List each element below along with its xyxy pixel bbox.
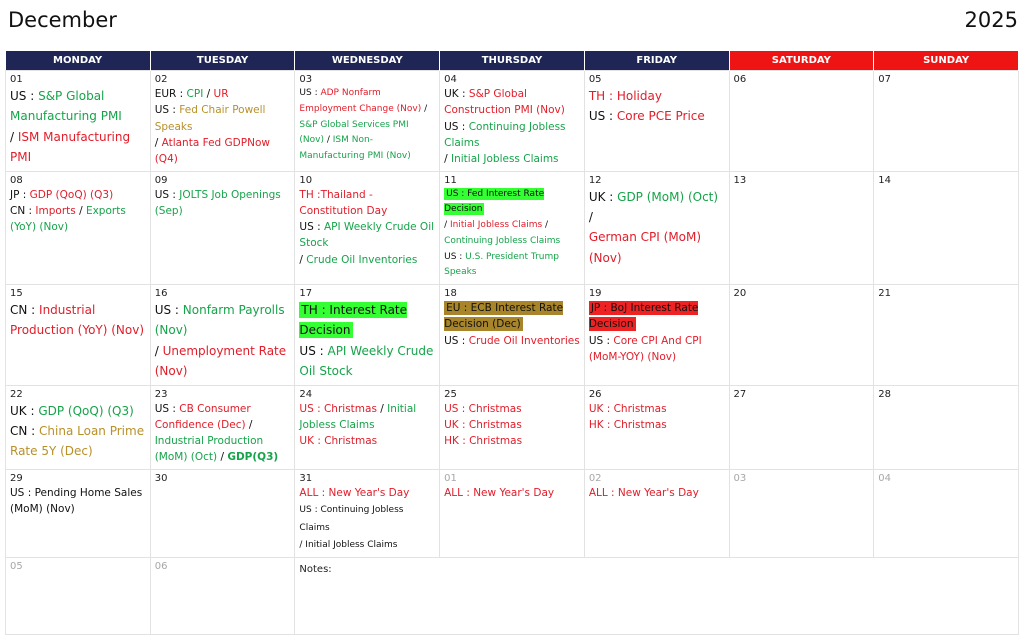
event-text: CPI	[186, 88, 207, 100]
day-number: 19	[588, 288, 602, 300]
event-text: US :	[444, 251, 466, 262]
event-text: /	[542, 220, 549, 231]
day-number: 06	[733, 74, 747, 85]
event-text: Continuing Jobless Claims	[444, 235, 561, 246]
event-text: JP : BoJ Interest Rate Decision	[588, 302, 699, 331]
event-text: S&P Global Manufacturing PMI	[10, 89, 122, 124]
event-line	[444, 401, 580, 417]
day-cell[interactable]	[6, 285, 151, 386]
event-line	[155, 102, 291, 135]
day-number: 05	[10, 561, 23, 573]
day-cell[interactable]	[584, 385, 729, 469]
event-text: /	[154, 136, 162, 149]
day-cell[interactable]	[150, 558, 295, 635]
notes-label: Notes:	[299, 564, 332, 576]
event-text: Imports	[35, 204, 76, 217]
event-line	[299, 485, 435, 501]
notes-area[interactable]	[295, 558, 1019, 635]
event-text: UK : Christmas	[444, 418, 522, 431]
event-line	[589, 417, 725, 433]
day-cell[interactable]	[150, 469, 295, 558]
day-cell[interactable]	[440, 385, 585, 469]
calendar-grid	[5, 51, 1019, 635]
event-text: China Loan Prime Rate 5Y (Dec)	[10, 424, 145, 459]
event-line	[10, 127, 146, 168]
day-cell[interactable]	[729, 469, 874, 558]
event-text: GDP (MoM) (Oct)	[617, 189, 719, 204]
month-title: December	[8, 8, 117, 32]
event-text: Initial Jobless Claims	[450, 220, 543, 231]
day-number: 18	[444, 288, 457, 300]
day-number: 06	[154, 561, 168, 573]
event-text: /	[588, 209, 593, 224]
event-text: Crude Oil Inventories	[468, 334, 580, 347]
event-line	[299, 341, 435, 382]
day-number: 26	[588, 388, 602, 400]
event-text: US :	[10, 89, 39, 103]
weekday-header-tuesday: TUESDAY	[150, 51, 295, 71]
day-number: 03	[299, 74, 313, 85]
event-text: U.S. President Trump Speaks	[444, 251, 559, 278]
day-cell[interactable]	[874, 71, 1019, 172]
event-line	[10, 300, 146, 341]
event-text: Exports (YoY) (Nov)	[10, 204, 126, 234]
day-cell[interactable]	[6, 385, 151, 469]
event-text: GDP (QoQ) (Q3)	[38, 403, 134, 418]
day-cell[interactable]	[584, 469, 729, 558]
event-text: US :	[588, 109, 617, 124]
event-text: /	[421, 103, 428, 114]
day-number: 29	[10, 472, 23, 484]
day-cell[interactable]	[150, 171, 295, 285]
day-number: 08	[10, 174, 23, 186]
event-text: TH : Interest Rate Decision	[299, 303, 408, 338]
event-line	[589, 300, 725, 333]
event-text: / Initial Jobless Claims	[299, 540, 398, 551]
day-number: 10	[299, 174, 313, 186]
event-line	[589, 485, 725, 501]
day-number: 25	[444, 388, 457, 400]
event-text: US : Fed Interest Rate Decision	[444, 188, 545, 215]
event-text: CN :	[10, 424, 40, 439]
event-text: US :	[444, 334, 469, 347]
event-text: GDP (QoQ) (Q3)	[29, 188, 114, 201]
day-number: 16	[154, 288, 168, 300]
week-row	[6, 285, 1019, 386]
event-text: Initial Jobless Claims	[451, 153, 559, 166]
event-text: ALL : New Year's Day	[299, 486, 410, 499]
event-text: Core CPI And CPI (MoM-YOY) (Nov)	[588, 334, 702, 363]
day-cell[interactable]	[729, 285, 874, 386]
day-cell[interactable]	[6, 171, 151, 285]
day-cell[interactable]	[150, 385, 295, 469]
event-text: /	[299, 253, 307, 266]
day-cell[interactable]	[150, 71, 295, 172]
day-cell[interactable]	[729, 171, 874, 285]
event-line	[444, 485, 580, 501]
week-row	[6, 171, 1019, 285]
event-text: UR	[213, 88, 229, 100]
day-number: 14	[878, 174, 891, 186]
day-cell[interactable]	[150, 285, 295, 386]
event-line	[589, 187, 725, 228]
day-number: 02	[154, 74, 168, 85]
event-text: Industrial Production (YoY) (Nov)	[10, 303, 145, 338]
event-line	[299, 401, 435, 434]
day-cell[interactable]	[440, 171, 585, 285]
event-text: US :	[154, 104, 180, 117]
day-number: 13	[733, 174, 747, 186]
event-text: JOLTS Job Openings (Sep)	[154, 188, 281, 217]
event-text: Initial Jobless Claims	[299, 402, 417, 431]
event-text: CN :	[10, 204, 36, 217]
event-line	[444, 250, 580, 282]
event-text: /	[444, 153, 451, 166]
day-number: 11	[444, 174, 457, 186]
weekday-header-wednesday: WEDNESDAY	[295, 51, 440, 71]
day-number: 01	[10, 74, 23, 85]
day-cell[interactable]	[874, 469, 1019, 558]
day-cell[interactable]	[874, 385, 1019, 469]
day-cell[interactable]	[729, 71, 874, 172]
day-number: 05	[588, 74, 602, 85]
event-line	[299, 219, 435, 252]
day-number: 09	[154, 174, 168, 186]
event-text: US :	[154, 188, 180, 201]
day-number: 15	[10, 288, 23, 300]
weekday-header-row	[6, 51, 1019, 71]
day-number: 24	[299, 388, 313, 400]
day-cell[interactable]	[874, 171, 1019, 285]
event-line	[155, 300, 291, 341]
weekday-header-friday: FRIDAY	[584, 51, 729, 71]
day-number: 07	[878, 74, 891, 85]
event-line	[155, 86, 291, 102]
day-number: 22	[10, 388, 23, 400]
event-text: US :	[154, 303, 183, 318]
event-line	[444, 151, 580, 167]
event-text: US :	[444, 120, 469, 133]
day-cell[interactable]	[6, 469, 151, 558]
event-line	[444, 86, 580, 119]
event-text: US :	[588, 334, 614, 347]
event-line	[10, 86, 146, 127]
event-text: US :	[299, 221, 324, 234]
day-cell[interactable]	[295, 285, 440, 386]
day-cell[interactable]	[295, 385, 440, 469]
day-cell[interactable]	[295, 469, 440, 558]
event-text: Nonfarm Payrolls (Nov)	[154, 303, 285, 338]
day-cell[interactable]	[6, 558, 151, 635]
event-text: ISM Non-Manufacturing PMI (Nov)	[299, 135, 411, 161]
event-text: S&P Global Services PMI (Nov)	[299, 119, 409, 146]
day-cell[interactable]	[440, 469, 585, 558]
week-row	[6, 469, 1019, 558]
day-cell[interactable]	[584, 71, 729, 172]
day-number: 04	[444, 74, 457, 85]
event-text: US : Pending Home Sales (MoM) (Nov)	[10, 486, 143, 515]
day-number: 30	[154, 472, 168, 484]
event-line	[589, 227, 725, 268]
day-cell[interactable]	[295, 171, 440, 285]
event-text: TH : Holiday	[588, 89, 662, 103]
event-text: EU : ECB Interest Rate Decision (Dec)	[444, 302, 564, 331]
event-text: Atlanta Fed GDPNow (Q4)	[154, 136, 270, 166]
event-line	[299, 187, 435, 220]
day-cell[interactable]	[440, 285, 585, 386]
event-text: /	[324, 135, 333, 146]
event-text: Unemployment Rate (Nov)	[154, 343, 287, 379]
event-text: US :	[299, 88, 321, 98]
event-text: HK : Christmas	[588, 418, 667, 431]
event-line	[10, 187, 146, 203]
event-line	[444, 433, 580, 449]
event-text: UK : Christmas	[588, 402, 667, 415]
day-cell[interactable]	[6, 71, 151, 172]
event-text: /	[217, 451, 228, 464]
event-line	[589, 106, 725, 126]
event-text: US : Continuing Jobless Claims	[299, 504, 404, 533]
event-text: Fed Chair Powell Speaks	[154, 104, 266, 133]
day-number: 03	[733, 472, 747, 484]
day-number: 01	[444, 472, 457, 484]
event-line	[444, 218, 580, 250]
event-line	[10, 485, 146, 518]
event-text: Industrial Production (MoM) (Oct)	[154, 435, 264, 464]
day-number: 23	[154, 388, 168, 400]
notes-row	[6, 558, 1019, 635]
event-text: ADP Nonfarm Employment Change (Nov)	[299, 88, 422, 114]
event-line	[155, 135, 291, 168]
day-cell[interactable]	[440, 71, 585, 172]
day-cell[interactable]	[295, 71, 440, 172]
event-line	[444, 187, 580, 219]
day-number: 17	[299, 288, 313, 300]
event-line	[299, 300, 435, 341]
event-line	[10, 401, 146, 421]
event-text: US : Christmas	[299, 402, 377, 415]
event-text: API Weekly Crude Oil Stock	[299, 221, 435, 250]
event-text: CB Consumer Confidence (Dec)	[154, 402, 251, 431]
event-line	[444, 119, 580, 152]
event-line	[155, 187, 291, 220]
day-cell[interactable]	[584, 285, 729, 386]
event-text: /	[154, 343, 163, 358]
weekday-header-thursday: THURSDAY	[440, 51, 585, 71]
event-text: S&P Global Construction PMI (Nov)	[444, 88, 565, 117]
event-line	[444, 333, 580, 349]
weekday-header-monday: MONDAY	[6, 51, 151, 71]
event-line	[444, 417, 580, 433]
day-number: 31	[299, 472, 313, 484]
event-line	[10, 203, 146, 236]
event-text: /	[444, 220, 451, 231]
week-row	[6, 71, 1019, 172]
event-text: EUR :	[154, 88, 187, 100]
event-text: API Weekly Crude Oil Stock	[299, 343, 434, 379]
event-text: UK :	[10, 403, 39, 418]
day-number: 20	[733, 288, 747, 300]
week-row	[6, 385, 1019, 469]
event-line	[299, 536, 435, 554]
weekday-header-sunday: SUNDAY	[874, 51, 1019, 71]
event-text: Crude Oil Inventories	[306, 253, 418, 266]
event-text: /	[245, 418, 253, 431]
calendar-body	[6, 71, 1019, 635]
event-line	[444, 300, 580, 333]
day-number: 28	[878, 388, 891, 400]
event-line	[10, 421, 146, 462]
event-text: US :	[154, 402, 180, 415]
event-text: CN :	[10, 303, 40, 318]
day-cell[interactable]	[584, 171, 729, 285]
day-number: 21	[878, 288, 891, 300]
day-number: 27	[733, 388, 747, 400]
event-text: ALL : New Year's Day	[588, 486, 699, 499]
event-text: HK : Christmas	[444, 435, 523, 448]
day-number: 04	[878, 472, 891, 484]
event-text: JP :	[10, 188, 30, 201]
event-text: /	[10, 129, 18, 144]
event-text: GDP(Q3)	[227, 451, 279, 464]
event-text: UK :	[444, 88, 469, 100]
event-line	[299, 501, 435, 537]
event-text: /	[75, 204, 86, 217]
event-line	[299, 252, 435, 268]
event-text: ALL : New Year's Day	[444, 486, 555, 499]
weekday-header-saturday: SATURDAY	[729, 51, 874, 71]
event-text: Continuing Jobless Claims	[444, 120, 566, 149]
event-text: TH :Thailand - Constitution Day	[299, 188, 388, 217]
event-text: /	[376, 402, 388, 415]
event-text: US :	[299, 343, 328, 358]
event-line	[589, 401, 725, 417]
event-text: UK : Christmas	[299, 435, 378, 448]
day-number: 12	[588, 174, 602, 186]
event-line	[589, 333, 725, 366]
event-line	[299, 86, 435, 165]
day-number: 02	[588, 472, 602, 484]
event-text: UK :	[588, 189, 618, 204]
year-title: 2025	[964, 8, 1018, 32]
event-text: Core PCE Price	[616, 109, 705, 124]
event-line	[155, 341, 291, 382]
day-cell[interactable]	[874, 285, 1019, 386]
event-text: /	[206, 88, 214, 100]
event-text: ISM Manufacturing PMI	[10, 129, 131, 165]
event-text: US : Christmas	[444, 402, 522, 415]
event-line	[589, 86, 725, 106]
event-line	[155, 401, 291, 466]
event-line	[299, 433, 435, 449]
event-text: German CPI (MoM) (Nov)	[588, 230, 702, 265]
day-cell[interactable]	[729, 385, 874, 469]
